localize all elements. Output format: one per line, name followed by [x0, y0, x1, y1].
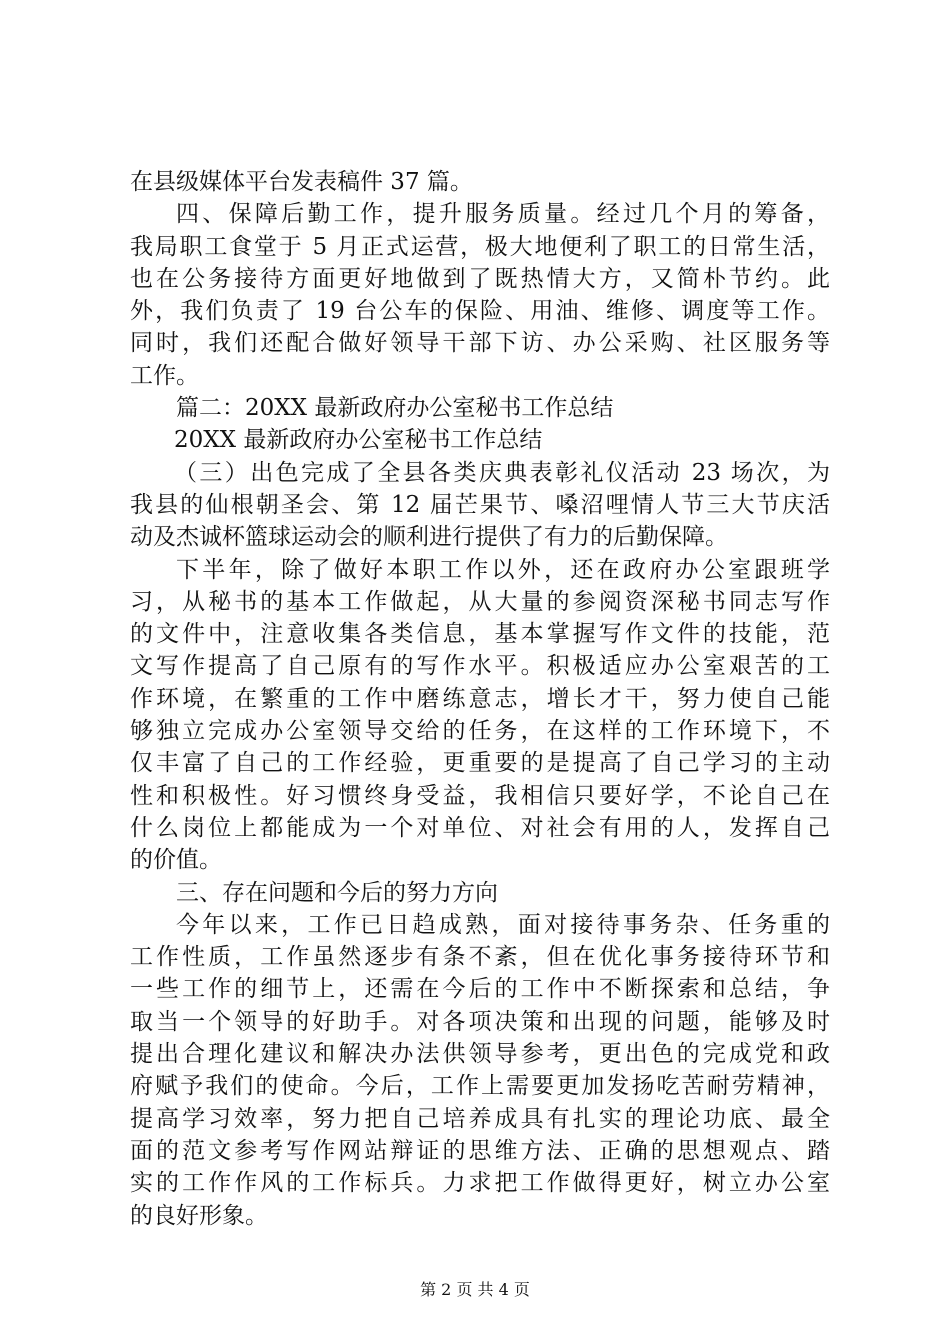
text-line: 提高学习效率，努力把自己培养成具有扎实的理论功底、最全	[130, 1105, 830, 1132]
text-line: 面的范文参考写作网站辩证的思维方法、正确的思想观点、踏	[130, 1137, 830, 1164]
text-line: 在县级媒体平台发表稿件 37 篇。	[130, 169, 473, 195]
text-line: 取当一个领导的好助手。对各项决策和出现的问题，能够及时	[130, 1008, 830, 1035]
text-line: 外，我们负责了 19 台公车的保险、用油、维修、调度等工作。	[130, 298, 830, 325]
text-line: 的价值。	[130, 847, 222, 874]
document-body	[130, 166, 830, 1232]
text-line: （三）出色完成了全县各类庆典表彰礼仪活动 23 场次，为	[174, 459, 830, 486]
text-line: 什么岗位上都能成为一个对单位、对社会有用的人，发挥自己	[130, 814, 830, 841]
text-line: 今年以来，工作已日趋成熟，面对接待事务杂、任务重的	[176, 911, 830, 938]
text-line: 也在公务接待方面更好地做到了既热情大方，又简朴节约。此	[130, 265, 830, 292]
section-heading-problems: 三、存在问题和今后的努力方向	[176, 879, 498, 906]
text-line: 府赋予我们的使命。今后，工作上需要更加发扬吃苦耐劳精神，	[130, 1073, 830, 1100]
text-line: 我局职工食堂于 5 月正式运营，极大地便利了职工的日常生活，	[130, 233, 830, 260]
text-line: 动及杰诚杯篮球运动会的顺利进行提供了有力的后勤保障。	[130, 524, 728, 551]
page-number-footer: 第 2 页 共 4 页	[420, 1280, 530, 1299]
text-line: 文写作提高了自己原有的写作水平。积极适应办公室艰苦的工	[130, 653, 830, 680]
text-line: 我县的仙根朝圣会、第 12 届芒果节、嗓沼哩情人节三大节庆活	[130, 491, 830, 518]
text-line: 仅丰富了自己的工作经验，更重要的是提高了自己学习的主动	[130, 750, 830, 777]
text-line: 工作。	[130, 362, 199, 389]
text-line: 作环境，在繁重的工作中磨练意志，增长才干，努力使自己能	[130, 685, 830, 712]
section-heading-logistics: 四、保障后勤工作，提升服务质量。经过几个月的筹备，	[176, 201, 830, 228]
text-line: 习，从秘书的基本工作做起，从大量的参阅资深秘书同志写作	[130, 588, 830, 615]
text-line: 工作性质，工作虽然逐步有条不紊，但在优化事务接待环节和	[130, 944, 830, 971]
article-heading: 篇二：20XX 最新政府办公室秘书工作总结	[176, 395, 614, 422]
text-line: 性和积极性。好习惯终身受益，我相信只要好学，不论自己在	[130, 782, 830, 809]
text-line: 同时，我们还配合做好领导干部下访、办公采购、社区服务等	[130, 330, 830, 357]
text-line: 提出合理化建议和解决办法供领导参考，更出色的完成党和政	[130, 1041, 830, 1068]
text-line: 下半年，除了做好本职工作以外，还在政府办公室跟班学	[176, 556, 830, 583]
text-line: 一些工作的细节上，还需在今后的工作中不断探索和总结，争	[130, 976, 830, 1003]
article-title: 20XX 最新政府办公室秘书工作总结	[174, 427, 543, 454]
text-line: 的文件中，注意收集各类信息，基本掌握写作文件的技能，范	[130, 621, 830, 648]
text-line: 实的工作作风的工作标兵。力求把工作做得更好，树立办公室	[130, 1170, 830, 1197]
text-line: 的良好形象。	[130, 1202, 268, 1229]
text-line: 够独立完成办公室领导交给的任务，在这样的工作环境下，不	[130, 718, 830, 745]
